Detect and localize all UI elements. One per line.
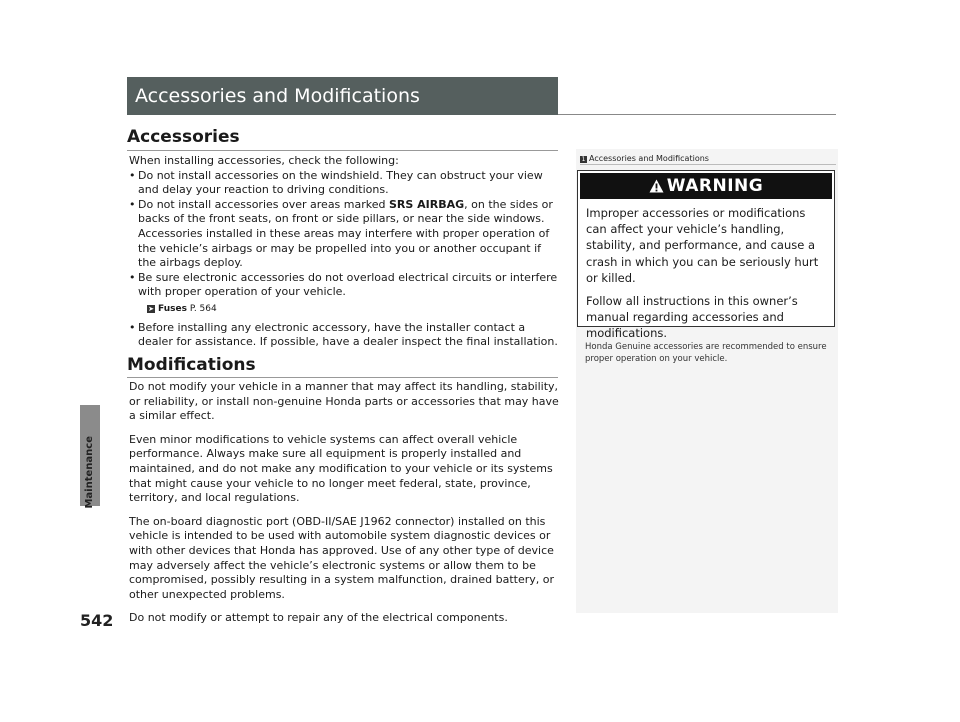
sidebar-header: 1 Accessories and Modifications	[581, 154, 709, 163]
warning-label: WARNING	[666, 176, 764, 196]
sidebar-note: Honda Genuine accessories are recommended to ensure proper operation on your vehicle.	[585, 342, 827, 364]
accessories-heading: Accessories	[127, 127, 240, 147]
warning-header	[580, 173, 832, 199]
modifications-paragraph: Do not modify or attempt to repair any of the electrical components.	[129, 611, 508, 625]
modifications-paragraph: Do not modify your vehicle in a manner that may affect its handling, stability, or reliability, or install non-genuine Honda parts or accessories that may have a similar effect.	[129, 380, 559, 423]
section-tab-label: Maintenance	[84, 436, 95, 509]
list-item: • Before installing any electronic accessory, have the installer contact a dealer for assistance. If possible, have a dealer inspect the final installation.	[129, 321, 561, 350]
title-rule	[558, 114, 836, 115]
xref-page: P. 564	[189, 303, 217, 314]
modifications-paragraph: Even minor modifications to vehicle systems can affect overall vehicle performance. Always make sure all equipment is properly installed and maintained, and do not make any modification to your vehicle or its systems that might cause your vehicle to no longer meet federal, state, province, territory, and local regulations.	[129, 432, 553, 505]
warning-body	[578, 201, 834, 353]
fuses-cross-reference[interactable]	[147, 302, 561, 317]
modifications-heading: Modifications	[127, 355, 256, 375]
cross-reference-arrow-icon: ➤	[148, 304, 154, 313]
srs-airbag-label: SRS AIRBAG	[389, 197, 465, 211]
list-item: • Do not install accessories on the windshield. They can obstruct your view and delay your reaction to driving conditions.	[129, 169, 561, 198]
warning-triangle-icon	[649, 179, 664, 193]
page-number: 542	[80, 611, 114, 630]
accessories-list	[129, 169, 561, 350]
accessories-intro: When installing accessories, check the following:	[129, 154, 399, 167]
modifications-paragraph: The on-board diagnostic port (OBD-II/SAE J1962 connector) installed on this vehicle is intended to be used with automobile system diagnostic devices or with other devices that Honda has approved. Use of any other type of device may adversely affect the vehicle’s electronic systems or allow them to be compromised, possibly resulting in a system malfunction, drained battery, or other unexpected problems.	[129, 514, 555, 601]
list-item: • Be sure electronic accessories do not overload electrical circuits or interfere with proper operation of your vehicle. ➤ Fuses P. 564	[129, 271, 561, 317]
warning-box	[577, 170, 835, 341]
modifications-content	[129, 380, 561, 635]
list-item: • Do not install accessories over areas marked SRS AIRBAG, on the sides or backs of the front seats, on front or side pillars, or near the side windows. Accessories installed in these areas may interfere with proper operation of the vehicle’s airbags or may be propelled into you or another occupant if the airbags deploy.	[129, 198, 561, 271]
warning-paragraph: Improper accessories or modifications can affect your vehicle’s handling, stability, and performance, and cause a crash in which you can be seriously hurt or killed.	[586, 206, 819, 285]
reference-icon: 1	[581, 156, 586, 163]
accessories-heading-rule	[127, 150, 558, 151]
warning-paragraph: Follow all instructions in this owner’s manual regarding accessories and modifications.	[586, 294, 798, 341]
page-title: Accessories and Modifications	[127, 77, 558, 115]
accessories-content	[129, 154, 561, 350]
modifications-heading-rule	[127, 377, 558, 378]
xref-label: Fuses	[158, 303, 187, 314]
sidebar-header-rule	[580, 164, 836, 165]
